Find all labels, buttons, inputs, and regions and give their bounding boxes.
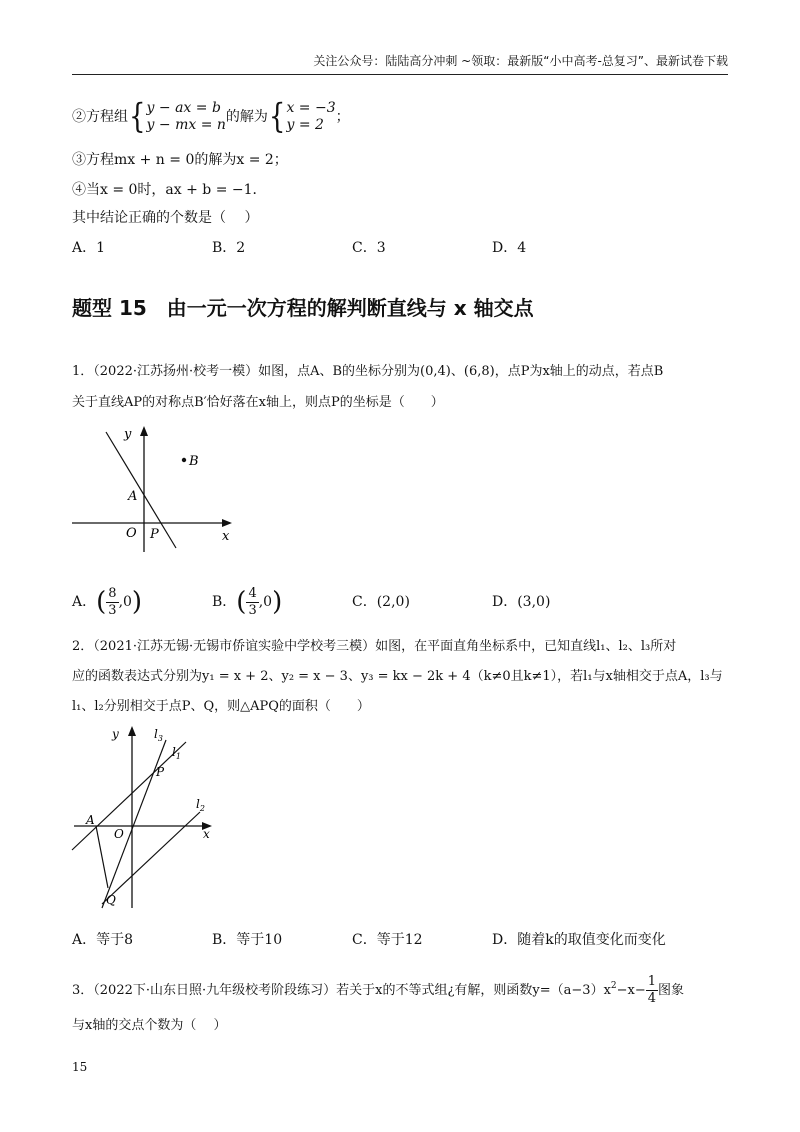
prev-item-2: ②方程组{ y − ax = b y − mx = n 的解为{ x = −3 y = 2 ； [72,97,350,137]
q1-option-a: A．( $\frac{8}{3}$ ,0) [72,585,143,618]
q2-option-d: D．随着k的取值变化而变化 [492,932,666,948]
q3-stem-line1: 3．（2022下·山东日照·九年级校考阶段练习）若关于x的不等式组¿有解，则函数$y=(a-3)x^2-x-$ $\frac{1}{4}$ 图象 [72,974,685,1006]
q2-label-l1: $l_1$ [172,745,181,761]
q1-label-y: y [124,427,132,442]
solution-system: x = −3 y = 2 [286,100,336,133]
q1-label-o: O [126,526,137,541]
prev-option-c: C．3 [352,240,386,256]
q2-option-b: B．等于10 [212,932,283,948]
q1-point-b [182,458,186,462]
q1-option-d: D．(3,0) [492,594,551,610]
prev-item-3: ③方程mx + n = 0的解为x = 2； [72,152,288,168]
page-header: 关注公众号：陆陆高分冲刺 ~领取：最新版“小中高考-总复习”、最新试卷下载 [313,54,728,68]
q2-y-arrow [128,726,136,736]
q1-option-c: C．(2,0) [352,594,410,610]
q1-stem-line1: 1．（2022·江苏扬州·校考一模）如图，点A、B的坐标分别为(0,4)、(6,8)，点P为x轴上的动点，若点B [72,364,664,379]
q2-line-l1 [72,742,186,850]
equation-system: y − ax = b y − mx = n [146,100,226,133]
q3-stem-line2: 与x轴的交点个数为（ ） [72,1018,227,1033]
q2-label-a: A [86,813,95,827]
q1-label-b: B [189,454,199,469]
q1-line-ap [106,432,176,548]
q1-figure [60,420,250,560]
q2-stem-line3: l₁、l₂分别相交于点P、Q，则△APQ的面积（ ） [72,699,370,714]
q2-label-l2: $l_2$ [196,797,205,813]
q2-stem-line1: 2．（2021·江苏无锡·无锡市侨谊实验中学校考三模）如图，在平面直角坐标系中，已知直线l₁、l₂、l₃所对 [72,639,677,654]
q1-stem-line2: 关于直线AP的对称点B′恰好落在x轴上，则点P的坐标是（ ） [72,395,444,410]
prev-item-4: ④当x = 0时，ax + b = −1． [72,182,267,198]
q2-stem-line2: 应的函数表达式分别为y₁ = x + 2、y₂ = x − 3、y₃ = kx − 2k + 4（k≠0且k≠1），若l₁与x轴相交于点A，l₃与 [72,669,723,684]
prev-option-b: B．2 [212,240,246,256]
q1-x-arrow [222,519,232,527]
q2-label-y: y [112,727,119,741]
prev-question-stem: 其中结论正确的个数是（ ） [72,210,259,226]
q1-label-x: x [222,529,230,544]
q2-label-o: O [114,827,124,841]
q1-option-b: B．( $\frac{4}{3}$ ,0) [212,585,283,618]
q2-segment-aq [96,826,108,888]
prev-option-a: A．1 [72,240,106,256]
prev-option-d: D．4 [492,240,527,256]
header-divider [72,74,728,75]
q2-label-q: Q [106,893,116,907]
q2-figure [62,722,222,912]
q2-label-x: x [203,827,210,841]
q2-option-c: C．等于12 [352,932,423,948]
q1-label-p: P [150,527,159,542]
q2-option-a: A．等于8 [72,932,134,948]
q1-y-arrow [140,426,148,436]
q2-label-p: P [156,765,165,779]
q2-label-l3: $l_3$ [154,727,163,743]
section-title: 题型 15 由一元一次方程的解判断直线与 x 轴交点 [72,296,534,320]
q1-label-a: A [128,489,138,504]
page-number: 15 [72,1060,88,1074]
